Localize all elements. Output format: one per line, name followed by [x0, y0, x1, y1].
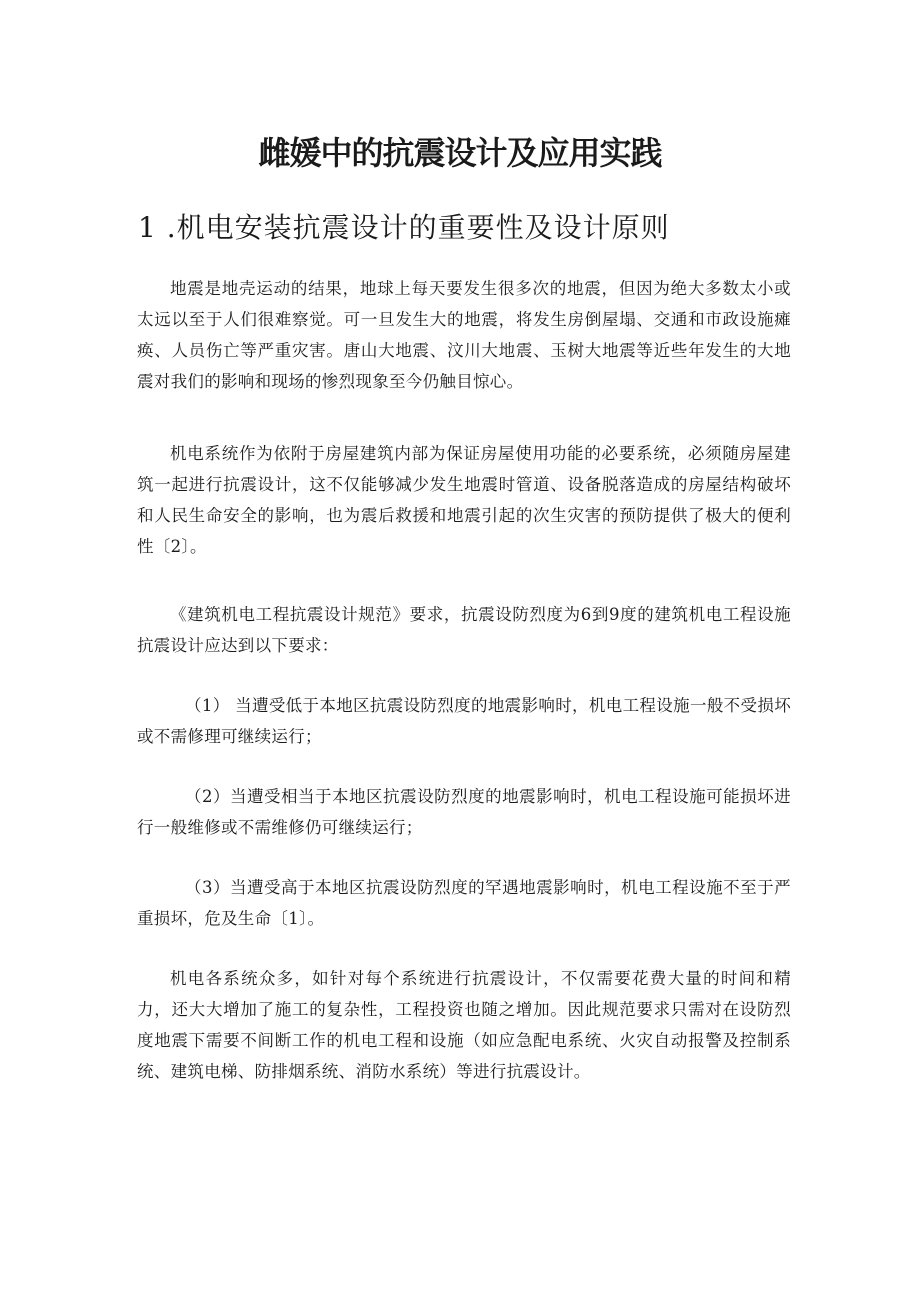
- requirement-item: （2）当遭受相当于本地区抗震设防烈度的地震影响时，机电工程设施可能损坏进行一般维修或不需维修仍可继续运行；: [137, 787, 791, 837]
- requirement-item: （1） 当遭受低于本地区抗震设防烈度的地震影响时，机电工程设施一般不受损坏或不需修理可继续运行；: [137, 696, 791, 746]
- requirement-item: （3）当遭受高于本地区抗震设防烈度的罕遇地震影响时，机电工程设施不至于严重损坏，危及生命〔1〕。: [137, 878, 791, 928]
- document-title: 雌媛中的抗震设计及应用实践: [258, 134, 662, 172]
- body-paragraph: 《建筑机电工程抗震设计规范》要求，抗震设防烈度为6到9度的建筑机电工程设施抗震设计应达到以下要求：: [137, 605, 791, 655]
- body-paragraph: 机电系统作为依附于房屋建筑内部为保证房屋使用功能的必要系统，必须随房屋建筑一起进行抗震设计，这不仅能够减少发生地震时管道、设备脱落造成的房屋结构破坏和人民生命安全的影响，也为震后救援和地震引起的次生灾害的预防提供了极大的便利性〔2〕。: [137, 444, 791, 556]
- section-heading: 1 .机电安装抗震设计的重要性及设计原则: [138, 211, 670, 244]
- body-paragraph: 地震是地壳运动的结果，地球上每天要发生很多次的地震，但因为绝大多数太小或太远以至于人们很难察觉。可一旦发生大的地震，将发生房倒屋塌、交通和市政设施瘫痪、人员伤亡等严重灾害。唐山大地震、汶川大地震、玉树大地震等近些年发生的大地震对我们的影响和现场的惨烈现象至今仍触目惊心。: [137, 279, 791, 391]
- body-paragraph: 机电各系统众多，如针对每个系统进行抗震设计，不仅需要花费大量的时间和精力，还大大增加了施工的复杂性，工程投资也随之增加。因此规范要求只需对在设防烈度地震下需要不间断工作的机电工程和设施（如应急配电系统、火灾自动报警及控制系统、建筑电梯、防排烟系统、消防水系统）等进行抗震设计。: [137, 969, 791, 1081]
